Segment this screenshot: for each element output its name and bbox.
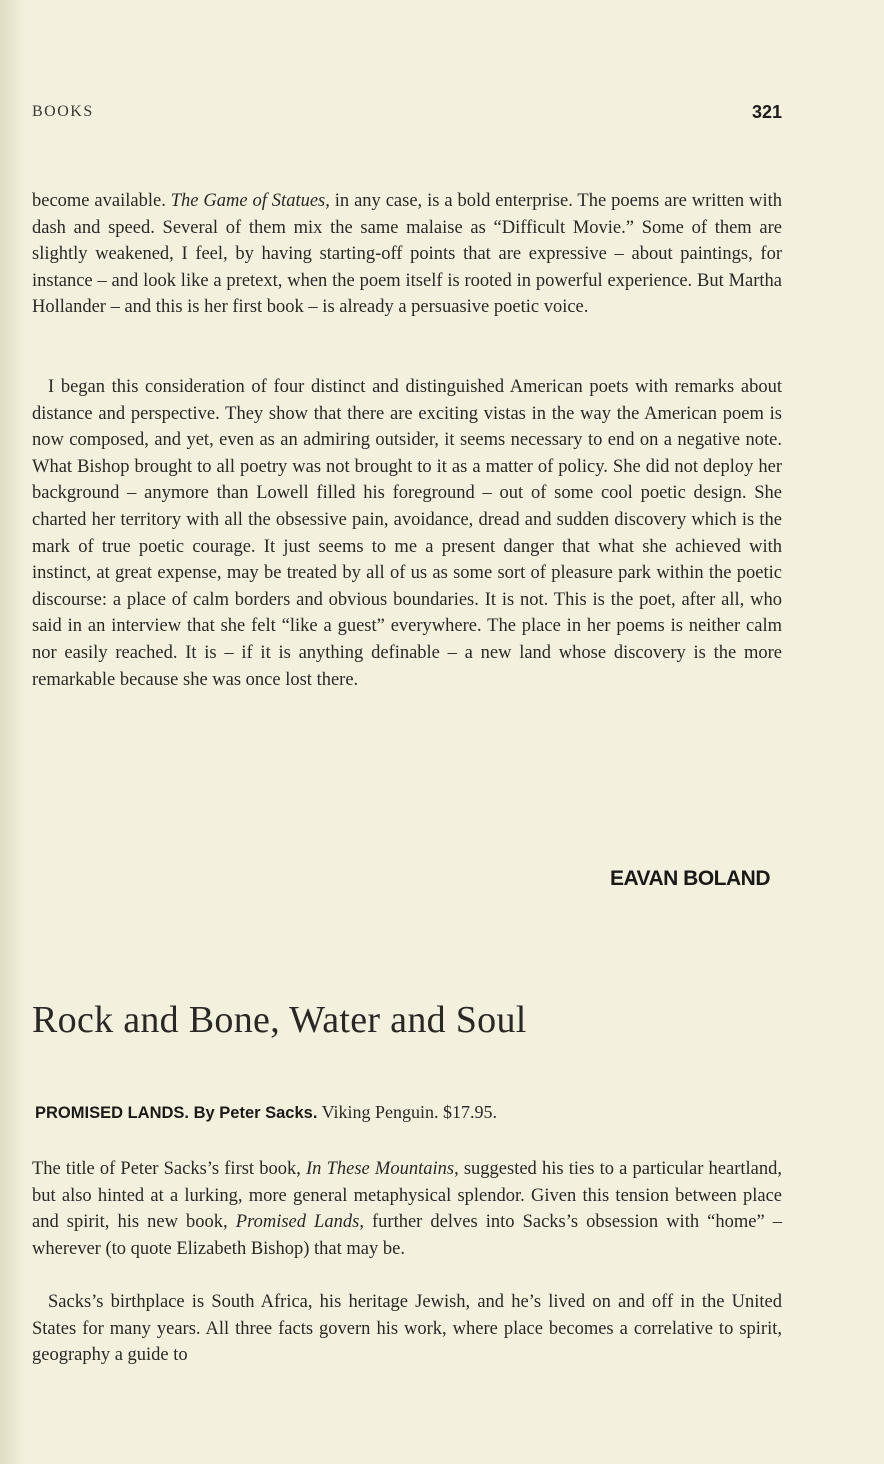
page-edge-shading (0, 0, 26, 1464)
text-segment: become available. (32, 191, 171, 211)
page-number: 321 (751, 102, 782, 122)
review-author-byline: EAVAN BOLAND (609, 867, 770, 890)
book-info-line (35, 1099, 497, 1126)
publisher-price: Viking Penguin. $17.95. (317, 1102, 498, 1122)
text-segment: , further delves into Sacks’s obsession with “home” – wherever (to quote Elizabeth Bishop) that may be. (32, 1212, 782, 1259)
previous-review-paragraph-2: I began this consideration of four distinct and distinguished American poets with remarks about distance and perspective. They show that there are exciting vistas in the way the American poem is now composed, and yet, even as an admiring outsider, it seems necessary to end on a negative note. What Bishop brought to all poetry was not brought to it as a matter of policy. She did not deploy her background – anymore than Lowell filled his foreground – out of some cool poetic design. She charted her territory with all the obsessive pain, avoidance, dread and sudden discovery which is the mark of true poetic courage. It just seems to me a present danger that what she achieved with instinct, at great expense, may be treated by all of us as some sort of pleasure park within the poetic discourse: a place of calm borders and obvious boundaries. It is not. This is the poet, after all, who said in an interview that she felt “like a guest” everywhere. The place in her poems is neither calm nor easily reached. It is – if it is anything definable – a new land whose discovery is the more remarkable because she was once lost there. (32, 377, 782, 690)
book-title-italic: Promised Lands (235, 1212, 360, 1233)
book-title-italic: In These Mountains (306, 1159, 455, 1179)
section-label: BOOKS (32, 103, 94, 120)
text-segment: The title of Peter Sacks’s first book, (32, 1159, 307, 1179)
previous-review-paragraph-1 (32, 188, 782, 321)
book-title-author: PROMISED LANDS. By Peter Sacks. (35, 1104, 318, 1122)
new-review-paragraph-2: Sacks’s birthplace is South Africa, his heritage Jewish, and he’s lived on and off in the United States for many years. All three facts govern his work, where place becomes a correlative to spirit, geography a guide to (32, 1292, 782, 1366)
text-segment: , suggested his ties to a particular heartland, but also hinted at a lurking, more general metaphysical splendor. Given this tension between place and spirit, his new book, (32, 1159, 782, 1233)
new-review-paragraph-1 (32, 1156, 782, 1262)
review-title: Rock and Bone, Water and Soul (32, 999, 527, 1041)
text-segment: , in any case, is a bold enterprise. The poems are written with dash and speed. Several of them mix the same malaise as “Difficult Movie.” Some of them are slightly weakened, I feel, by having starting-off points that are expressive – about paintings, for instance – and look like a pretext, when the poem itself is rooted in powerful experience. But Martha Hollander – and this is her first book – is already a persuasive poetic voice. (32, 191, 782, 318)
book-title-italic: The Game of Statues (170, 191, 326, 211)
running-head (32, 103, 782, 127)
